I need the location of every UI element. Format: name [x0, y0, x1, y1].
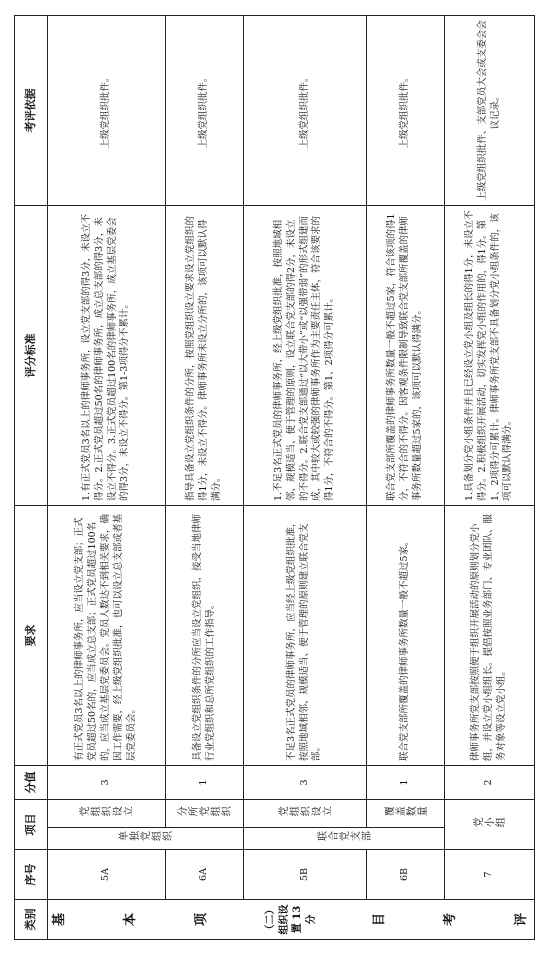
- header-std: 评分标准: [15, 206, 48, 506]
- item-group: 联合党支部: [244, 828, 445, 850]
- side-char: 基: [52, 913, 67, 927]
- table-row: [48, 16, 166, 940]
- category-label: （二）组织设置 13分: [265, 904, 317, 935]
- table-row: [367, 16, 445, 940]
- basis: 上级党组织批件。: [48, 16, 166, 206]
- basis: 上级党组织批件。: [367, 16, 445, 206]
- item-group: 单独党组织: [48, 828, 244, 850]
- standard: 联合党支部所覆盖的律师事务所数量一般不超过5家，符合该项的得1分，不符合的不得分。因客观条件限制导致联合党支部所覆盖的律师事务所数量超过5家的，该项可以默认得满分。: [367, 206, 445, 506]
- requirement: 具备设立党组织条件的分所应当设立党组织，接受当地律师行业党组织和总所党组织的工作指导。: [166, 506, 244, 766]
- standard: 指导具备设立党组织条件的分所，按照党组织设立要求设立党组织的得1分，未设立不得分。律师事务所未设立分所的，该项可以默认得满分。: [166, 206, 244, 506]
- header-category: 类别: [15, 900, 48, 940]
- header-row: [15, 16, 48, 940]
- item-name: 分所党组织: [166, 800, 244, 828]
- standard: 1.有正式党员3名以上的律师事务所，设立党支部的得3分，未设立不得分。2.正式党员超过50名的律师事务所，成立总支部的得3分，未设立不得分。3.正式党员超过100名的律师事务所，成立基层党委会的得3分，未设立不得分。第1-3项得分不累计。: [48, 206, 166, 506]
- evaluation-table: [14, 15, 535, 940]
- header-num: 序号: [15, 850, 48, 900]
- requirement: 联合党支部所覆盖的律师事务所数量一般不超过5家。: [367, 506, 445, 766]
- table-row: [244, 16, 367, 940]
- standard: 1.不足3名正式党员的律师事务所，经上级党组织批准，按照地域相邻、规模适当、便于管理的原则，设立联合党支部的得2分，未设立的不得分。2.联合党支部通过“以大带小”或“以强带弱”的形式组建而成，其中较大或较强的律师事务所作为主要责任主体，符合该要求的得1分，不符合的不得分。第1、2项得分可累计。: [244, 206, 367, 506]
- score: 3: [244, 766, 367, 800]
- header-item: 项目: [15, 800, 48, 850]
- header-req: 要求: [15, 506, 48, 766]
- score: 1: [166, 766, 244, 800]
- item-name: 党组织设立: [244, 800, 367, 828]
- item-name: 党组织设立: [48, 800, 166, 828]
- table-row: [445, 16, 535, 940]
- score: 2: [445, 766, 535, 800]
- row-num: 7: [445, 850, 535, 900]
- row-num: 6A: [166, 850, 244, 900]
- requirement: 不足3名正式党员的律师事务所，应当经上级党组织批准，按照地域相邻、规模适当、便于管理的原则建立联合党支部。: [244, 506, 367, 766]
- basis: 上级党组织批件。: [166, 16, 244, 206]
- side-char: 项: [194, 913, 209, 927]
- row-num: 5A: [48, 850, 166, 900]
- requirement: 律师事务所党支部按照便于组织开展活动的原则划分党小组，并设立党小组组长。提倡按照业务部门、专业团队、服务对象等设立党小组。: [445, 506, 535, 766]
- side-char: 评: [514, 913, 530, 927]
- basis: 上级党组织批件、支部党员大会或支委会会议记录。: [445, 16, 535, 206]
- category-cell: [48, 900, 535, 940]
- basis: 上级党组织批件。: [244, 16, 367, 206]
- standard: 1.具备划分党小组条件并且已经设立党小组及组长的得1分，未设立不得分。2.积极组织开展活动，切实发挥党小组的作用的，得1分。第1、2项得分可累计。律师事务所党支部不具备划分党小组条件的，该项可以默认得满分。: [445, 206, 535, 506]
- side-char: 目: [372, 913, 388, 927]
- score: 1: [367, 766, 445, 800]
- score: 3: [48, 766, 166, 800]
- requirement: 有正式党员3名以上的律师事务所，应当设立党支部；正式党员超过50名的，应当成立总支部；正式党员超过100名的，应当成立基层党委员会。党员人数达不到相关要求，确因工作需要，经上级党组织批准，也可以设立总支部或者基层党委员会。: [48, 506, 166, 766]
- header-score: 分值: [15, 766, 48, 800]
- row-num: 5B: [244, 850, 367, 900]
- side-char: 考: [443, 913, 459, 927]
- table-row: [166, 16, 244, 940]
- item-name: 党小组: [445, 800, 535, 850]
- side-char: 本: [123, 913, 138, 927]
- header-basis: 考评依据: [15, 16, 48, 206]
- row-num: 6B: [367, 850, 445, 900]
- item-name: 覆盖数量: [367, 800, 445, 828]
